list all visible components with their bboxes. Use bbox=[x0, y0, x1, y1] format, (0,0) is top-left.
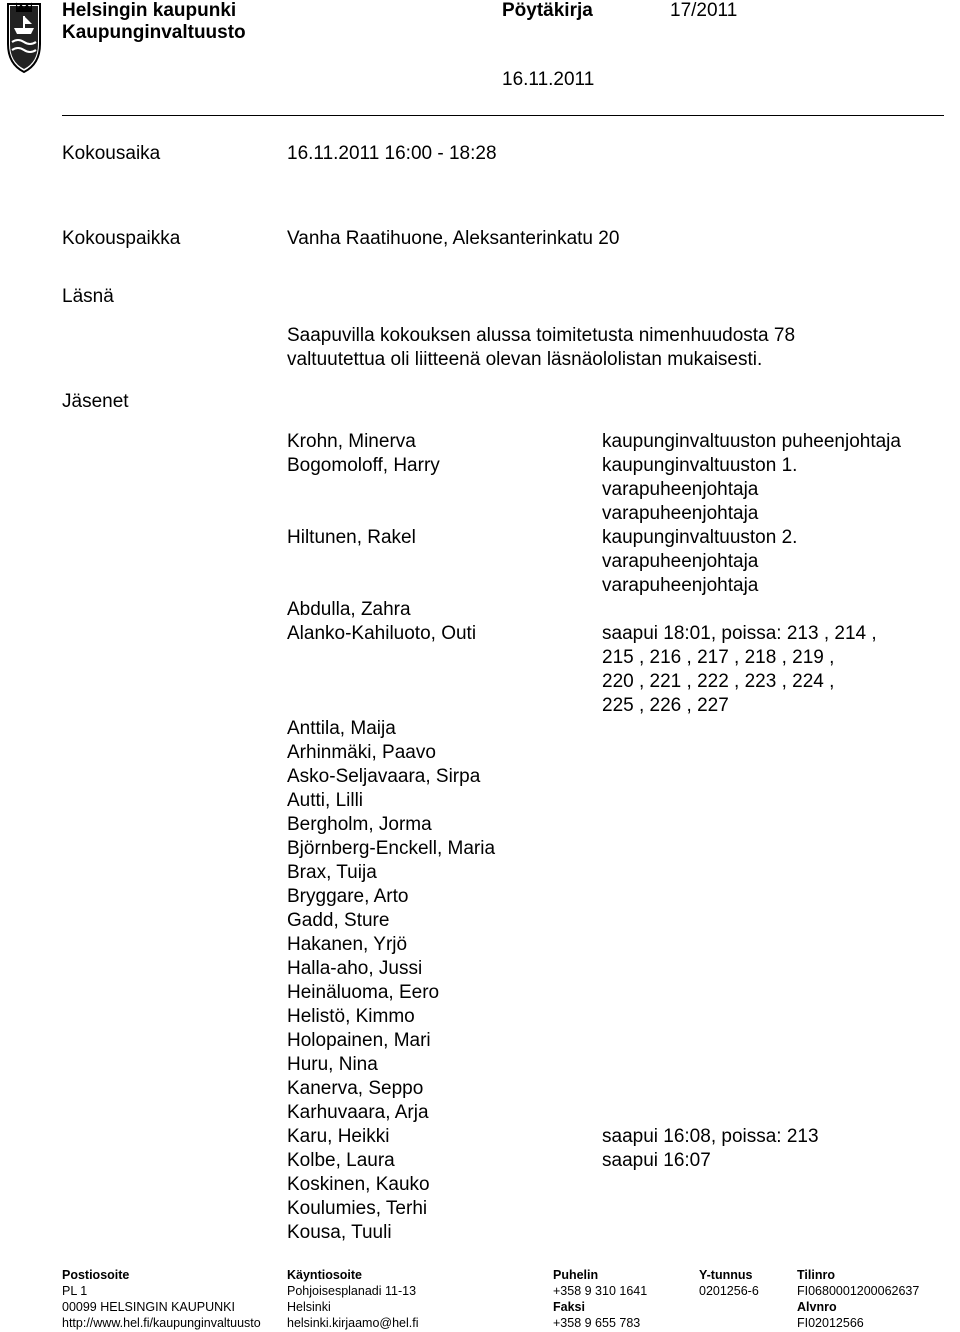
list-item: Bryggare, Arto bbox=[287, 886, 409, 907]
footer-business-id-value: 0201256-6 bbox=[699, 1284, 759, 1298]
footer-visit-street: Pohjoisesplanadi 11-13 bbox=[287, 1284, 417, 1298]
doc-type: Pöytäkirja bbox=[502, 0, 593, 21]
time-value: 16.11.2011 16:00 - 18:28 bbox=[287, 143, 497, 164]
list-item: Huru, Nina bbox=[287, 1054, 378, 1075]
footer-email-link[interactable]: helsinki.kirjaamo@hel.fi bbox=[287, 1316, 419, 1330]
list-item: Helistö, Kimmo bbox=[287, 1006, 415, 1027]
member-list bbox=[287, 717, 495, 1245]
list-item: Bergholm, Jorma bbox=[287, 814, 432, 835]
members-label: Jäsenet bbox=[62, 391, 129, 412]
alanko-note-3: 220 , 221 , 222 , 223 , 224 , bbox=[602, 671, 835, 692]
footer-account bbox=[797, 1267, 919, 1331]
list-item: Karu, Heikki bbox=[287, 1126, 390, 1147]
vice2-role-a: kaupunginvaltuuston 2. bbox=[602, 527, 798, 548]
footer-visit-city: Helsinki bbox=[287, 1300, 331, 1314]
place-label: Kokouspaikka bbox=[62, 228, 181, 249]
doc-number: 17/2011 bbox=[670, 0, 738, 21]
org-name: Helsingin kaupunki bbox=[62, 0, 237, 21]
list-item: Anttila, Maija bbox=[287, 718, 396, 739]
list-item: Brax, Tuija bbox=[287, 862, 377, 883]
list-item: Kousa, Tuuli bbox=[287, 1222, 392, 1243]
list-item: Gadd, Sture bbox=[287, 910, 390, 931]
vice2-role-c: varapuheenjohtaja bbox=[602, 575, 759, 596]
footer-vat-value: FI02012566 bbox=[797, 1316, 864, 1330]
footer-website-link[interactable]: http://www.hel.fi/kaupunginvaltuusto bbox=[62, 1316, 261, 1330]
kolbe-note: saapui 16:07 bbox=[602, 1150, 711, 1171]
footer-business-id-label: Y-tunnus bbox=[699, 1268, 753, 1282]
intro-line-1: Saapuvilla kokouksen alussa toimitetusta nimenhuudosta 78 bbox=[287, 325, 796, 346]
vice2-role-b: varapuheenjohtaja bbox=[602, 551, 759, 572]
vice1-role-a: kaupunginvaltuuston 1. bbox=[602, 455, 798, 476]
list-item: Arhinmäki, Paavo bbox=[287, 742, 436, 763]
footer-postal bbox=[62, 1267, 261, 1331]
alanko-note-2: 215 , 216 , 217 , 218 , 219 , bbox=[602, 647, 835, 668]
member-alanko: Alanko-Kahiluoto, Outi bbox=[287, 623, 477, 644]
list-item: Björnberg-Enckell, Maria bbox=[287, 838, 496, 859]
list-item: Hakanen, Yrjö bbox=[287, 934, 408, 955]
footer-postal-label: Postiosoite bbox=[62, 1268, 130, 1282]
alanko-note-4: 225 , 226 , 227 bbox=[602, 695, 729, 716]
chair-name: Krohn, Minerva bbox=[287, 431, 416, 452]
header-divider bbox=[62, 115, 944, 116]
doc-date: 16.11.2011 bbox=[502, 69, 595, 90]
footer-postal-city: 00099 HELSINGIN KAUPUNKI bbox=[62, 1300, 235, 1314]
list-item: Heinäluoma, Eero bbox=[287, 982, 440, 1003]
vice1-name: Bogomoloff, Harry bbox=[287, 455, 440, 476]
list-item: Holopainen, Mari bbox=[287, 1030, 431, 1051]
footer-visit bbox=[287, 1267, 419, 1331]
body-name: Kaupunginvaltuusto bbox=[62, 22, 246, 43]
footer-visit-label: Käyntiosoite bbox=[287, 1268, 363, 1282]
footer-phone-value: +358 9 310 1641 bbox=[553, 1284, 648, 1298]
list-item: Autti, Lilli bbox=[287, 790, 364, 811]
footer-account-label: Tilinro bbox=[797, 1268, 835, 1282]
chair-role: kaupunginvaltuuston puheenjohtaja bbox=[602, 431, 901, 452]
list-item: Karhuvaara, Arja bbox=[287, 1102, 429, 1123]
helsinki-coat-of-arms-logo bbox=[2, 0, 46, 74]
footer-fax-value: +358 9 655 783 bbox=[553, 1316, 641, 1330]
member-abdulla: Abdulla, Zahra bbox=[287, 599, 411, 620]
footer-business-id bbox=[699, 1267, 759, 1299]
list-item: Kolbe, Laura bbox=[287, 1150, 395, 1171]
footer-phone-label: Puhelin bbox=[553, 1268, 599, 1282]
vice1-role-c: varapuheenjohtaja bbox=[602, 503, 759, 524]
footer-account-value: FI0680001200062637 bbox=[797, 1284, 920, 1298]
list-item: Halla-aho, Jussi bbox=[287, 958, 423, 979]
footer-fax-label: Faksi bbox=[553, 1300, 585, 1314]
intro-line-2: valtuutettua oli liitteenä olevan läsnäololistan mukaisesti. bbox=[287, 349, 763, 370]
list-item: Kanerva, Seppo bbox=[287, 1078, 424, 1099]
vice2-name: Hiltunen, Rakel bbox=[287, 527, 416, 548]
footer-postal-box: PL 1 bbox=[62, 1284, 88, 1298]
present-label: Läsnä bbox=[62, 286, 114, 307]
karu-note: saapui 16:08, poissa: 213 bbox=[602, 1126, 819, 1147]
footer-phone bbox=[553, 1267, 647, 1331]
time-label: Kokousaika bbox=[62, 143, 161, 164]
place-value: Vanha Raatihuone, Aleksanterinkatu 20 bbox=[287, 228, 620, 249]
list-item: Koulumies, Terhi bbox=[287, 1198, 428, 1219]
alanko-note-1: saapui 18:01, poissa: 213 , 214 , bbox=[602, 623, 877, 644]
vice1-role-b: varapuheenjohtaja bbox=[602, 479, 759, 500]
list-item: Koskinen, Kauko bbox=[287, 1174, 430, 1195]
footer-vat-label: Alvnro bbox=[797, 1300, 837, 1314]
list-item: Asko-Seljavaara, Sirpa bbox=[287, 766, 481, 787]
